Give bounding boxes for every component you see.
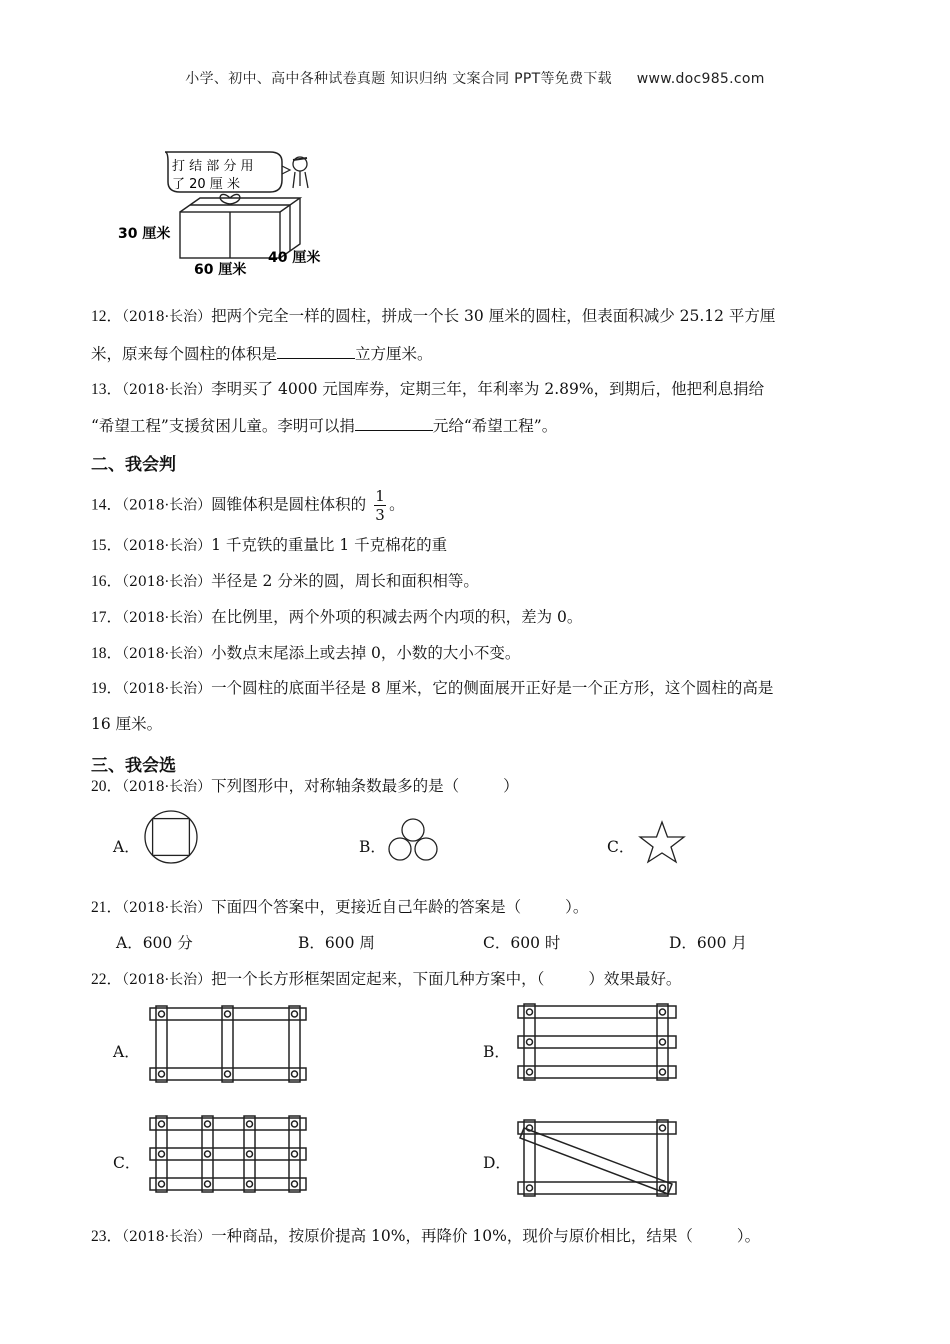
speech-line2: 了 20 厘 米 [172,177,240,192]
q22-option-c-label[interactable]: C． [113,1154,141,1172]
question-19-line1: 19．（2018·长治）一个圆柱的底面半径是 8 厘米，它的侧面展开正好是一个正方形，这个圆柱的高是 [91,679,774,697]
header-text: 小学、初中、高中各种试卷真题 知识归纳 文案合同 PPT等免费下载 [185,71,612,87]
question-17: 17．（2018·长治）在比例里，两个外项的积减去两个内项的积，差为 0。 [91,608,583,626]
question-19-line2: 16 厘米。 [91,715,163,733]
circle-square-figure[interactable] [142,808,200,866]
dim-right: 40 厘米 [268,250,321,266]
fraction-one-third: $\frac{1}{3}$ [375,487,385,524]
q20-option-c-label[interactable]: C． [607,838,635,856]
three-circles-figure[interactable] [385,816,441,864]
q21-option-c[interactable]: C．600 时 [483,934,561,952]
question-12-line2: 米，原来每个圆柱的体积是 立方厘米。 [91,345,433,363]
frame-a-figure[interactable] [148,1004,308,1084]
question-12-line1: 12．（2018·长治）把两个完全一样的圆柱，拼成一个长 30 厘米的圆柱，但表面积减少 25.12 平方厘 [91,307,776,325]
question-16: 16．（2018·长治）半径是 2 分米的圆，周长和面积相等。 [91,572,479,590]
star-figure[interactable] [636,820,688,864]
page-header [0,68,950,88]
q20-option-b-label[interactable]: B． [359,838,386,856]
answer-blank-13[interactable] [355,416,433,431]
header-site: www.doc985.com [636,71,765,87]
question-20: 20．（2018·长治）下列图形中，对称轴条数最多的是（ ） [91,777,519,795]
answer-blank-12[interactable] [277,344,355,359]
section-2-title: 二、我会判 [91,455,176,475]
dim-bottom: 60 厘米 [194,262,247,278]
q22-option-d-label[interactable]: D． [483,1154,511,1172]
q21-option-b[interactable]: B．600 周 [298,934,375,952]
question-14: 14．（2018·长治）圆锥体积是圆柱体积的 $\frac{1}{3}$ 。 [91,487,405,524]
question-18: 18．（2018·长治）小数点末尾添上或去掉 0，小数的大小不变。 [91,644,521,662]
question-13-line1: 13．（2018·长治）李明买了 4000 元国库券，定期三年，年利率为 2.89%，到期后，他把利息捐给 [91,380,765,398]
frame-b-figure[interactable] [516,1002,678,1082]
dim-left: 30 厘米 [118,226,171,242]
section-3-title: 三、我会选 [91,756,176,776]
question-21: 21．（2018·长治）下面四个答案中，更接近自己年龄的答案是（ ）。 [91,898,589,916]
q21-option-d[interactable]: D．600 月 [669,934,747,952]
child-icon [293,157,308,188]
q21-option-a[interactable]: A．600 分 [116,934,193,952]
q22-option-b-label[interactable]: B． [483,1043,510,1061]
frame-d-figure[interactable] [516,1118,680,1202]
q22-option-a-label[interactable]: A． [113,1043,140,1061]
question-23: 23．（2018·长治）一种商品，按原价提高 10%，再降价 10%，现价与原价相比，结果（ ）。 [91,1227,761,1245]
speech-bubble-tail [282,166,290,174]
speech-line1: 打 结 部 分 用 [172,159,254,174]
question-15: 15．（2018·长治）1 千克铁的重量比 1 千克棉花的重 [91,536,448,554]
frame-c-figure[interactable] [148,1114,308,1194]
q20-option-a-label[interactable]: A． [113,838,140,856]
gift-box-figure [110,148,340,278]
question-13-line2: “希望工程”支援贫困儿童。李明可以捐 元给“希望工程”。 [91,417,558,435]
box-shape [180,194,300,258]
question-22: 22．（2018·长治）把一个长方形框架固定起来，下面几种方案中，（ ）效果最好。 [91,970,682,988]
